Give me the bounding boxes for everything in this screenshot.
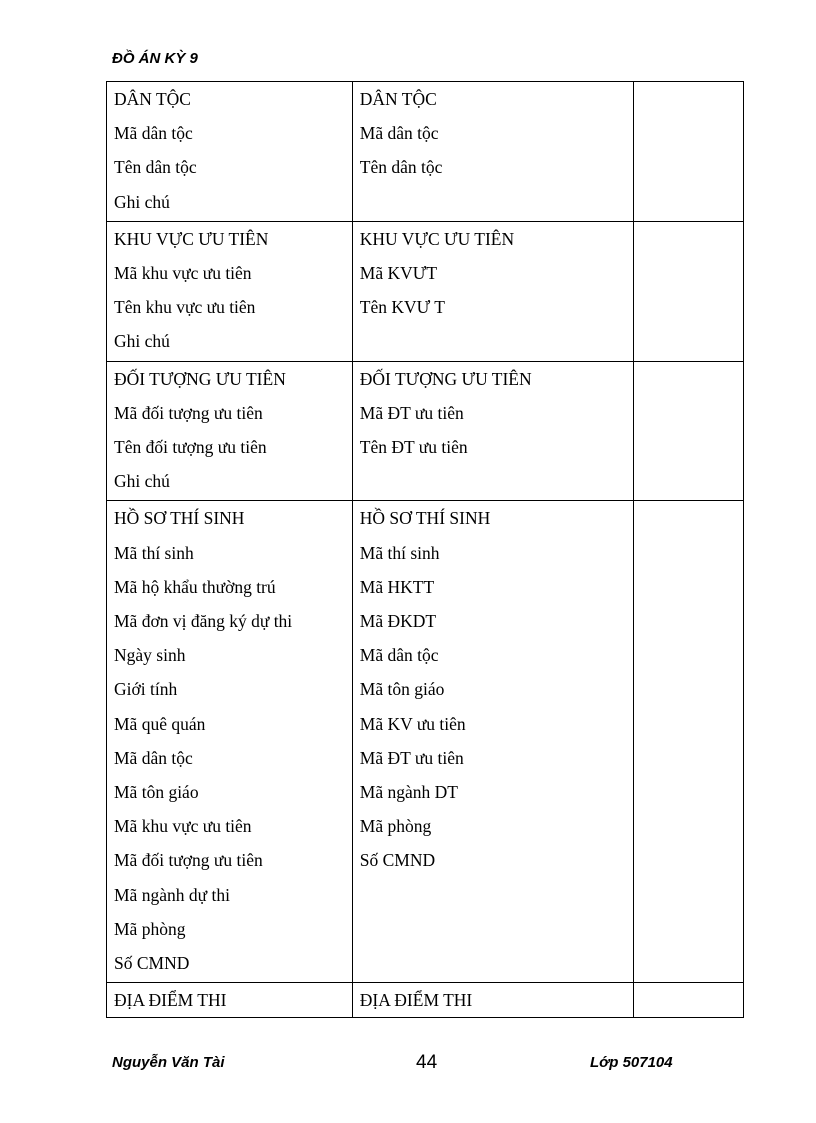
entity-fields-cell [352, 361, 634, 501]
attribute-line: Ghi chú [114, 331, 170, 352]
page-number: 44 [416, 1052, 438, 1073]
entity-title: ĐỐI TƯỢNG ƯU TIÊN [359, 368, 532, 389]
entity-title: HỒ SƠ THÍ SINH [114, 508, 245, 529]
attribute-line: Tên KVƯ T [359, 297, 445, 318]
attribute-line: Giới tính [114, 679, 178, 700]
entity-title: DÂN TỘC [359, 89, 437, 109]
entity-fields-cell [352, 82, 634, 222]
attribute-line: Mã khu vực ưu tiên [114, 816, 252, 837]
entity-title: ĐỊA ĐIỂM THI [359, 990, 473, 1011]
attribute-line: Mã dân tộc [114, 747, 193, 768]
attribute-line: Ghi chú [114, 471, 170, 492]
table-row [107, 361, 744, 501]
attribute-line: Mã phòng [114, 918, 186, 939]
attribute-line: Tên khu vực ưu tiên [114, 297, 256, 318]
attribute-line: Mã phòng [359, 816, 432, 837]
attribute-line: Mã HKTT [359, 576, 435, 597]
attribute-line: Tên dân tộc [359, 157, 443, 178]
attribute-line: Mã thí sinh [359, 542, 440, 563]
entity-fields-cell [352, 501, 634, 983]
empty-cell [634, 501, 744, 983]
attribute-line: Mã ngành DT [359, 782, 458, 803]
entity-title: HỒ SƠ THÍ SINH [359, 508, 491, 529]
attribute-line: Mã ĐKDT [359, 611, 437, 632]
attribute-line: Mã dân tộc [359, 123, 439, 144]
attribute-line: Số CMND [114, 953, 190, 974]
table-row [107, 221, 744, 361]
attribute-line: Số CMND [359, 850, 436, 871]
attribute-line: Mã ngành dự thi [114, 884, 230, 905]
attribute-line: Ngày sinh [114, 645, 186, 666]
attribute-line: Mã dân tộc [114, 123, 193, 144]
entity-title: ĐỐI TƯỢNG ƯU TIÊN [114, 368, 286, 389]
attribute-line: Mã tôn giáo [359, 679, 445, 700]
table-row [107, 983, 744, 1018]
attribute-line: Ghi chú [114, 191, 170, 212]
empty-cell [634, 221, 744, 361]
attribute-line: Mã khu vực ưu tiên [114, 263, 252, 284]
entity-title: ĐỊA ĐIỂM THI [114, 990, 227, 1011]
entity-fields-cell [352, 221, 634, 361]
entity-title: KHU VỰC ƯU TIÊN [114, 228, 269, 249]
attribute-line: Mã thí sinh [114, 542, 194, 563]
attribute-line: Mã ĐT ưu tiên [359, 747, 464, 768]
entity-fields-cell [352, 983, 634, 1018]
attribute-line: Mã tôn giáo [114, 782, 199, 803]
empty-cell [634, 82, 744, 222]
attribute-line: Mã đối tượng ưu tiên [114, 402, 263, 423]
table-row [107, 82, 744, 222]
entity-attributes-cell [107, 501, 353, 983]
attribute-line: Tên ĐT ưu tiên [359, 437, 468, 458]
attribute-line: Mã đối tượng ưu tiên [114, 850, 263, 871]
entity-attributes-cell [107, 361, 353, 501]
table-row [107, 501, 744, 983]
entity-attributes-cell [107, 221, 353, 361]
attribute-line: Mã KV ưu tiên [359, 713, 466, 734]
attribute-line: Tên đối tượng ưu tiên [114, 437, 267, 458]
footer-author: Nguyễn Văn Tài [112, 1054, 225, 1071]
entity-title: DÂN TỘC [114, 89, 191, 109]
attribute-line: Mã KVƯT [359, 263, 438, 284]
entity-attributes-cell [107, 82, 353, 222]
footer-class: Lớp 507104 [590, 1054, 673, 1071]
attribute-line: Tên dân tộc [114, 157, 197, 178]
attribute-line: Mã quê quán [114, 713, 206, 734]
entity-mapping-table [106, 81, 744, 1018]
attribute-line: Mã dân tộc [359, 645, 439, 666]
attribute-line: Mã ĐT ưu tiên [359, 402, 464, 423]
attribute-line: Mã hộ khẩu thường trú [114, 576, 276, 597]
empty-cell [634, 983, 744, 1018]
entity-attributes-cell [107, 983, 353, 1018]
attribute-line: Mã đơn vị đăng ký dự thi [114, 611, 293, 632]
entity-title: KHU VỰC ƯU TIÊN [359, 228, 515, 249]
empty-cell [634, 361, 744, 501]
document-header: ĐỒ ÁN KỲ 9 [112, 50, 198, 67]
